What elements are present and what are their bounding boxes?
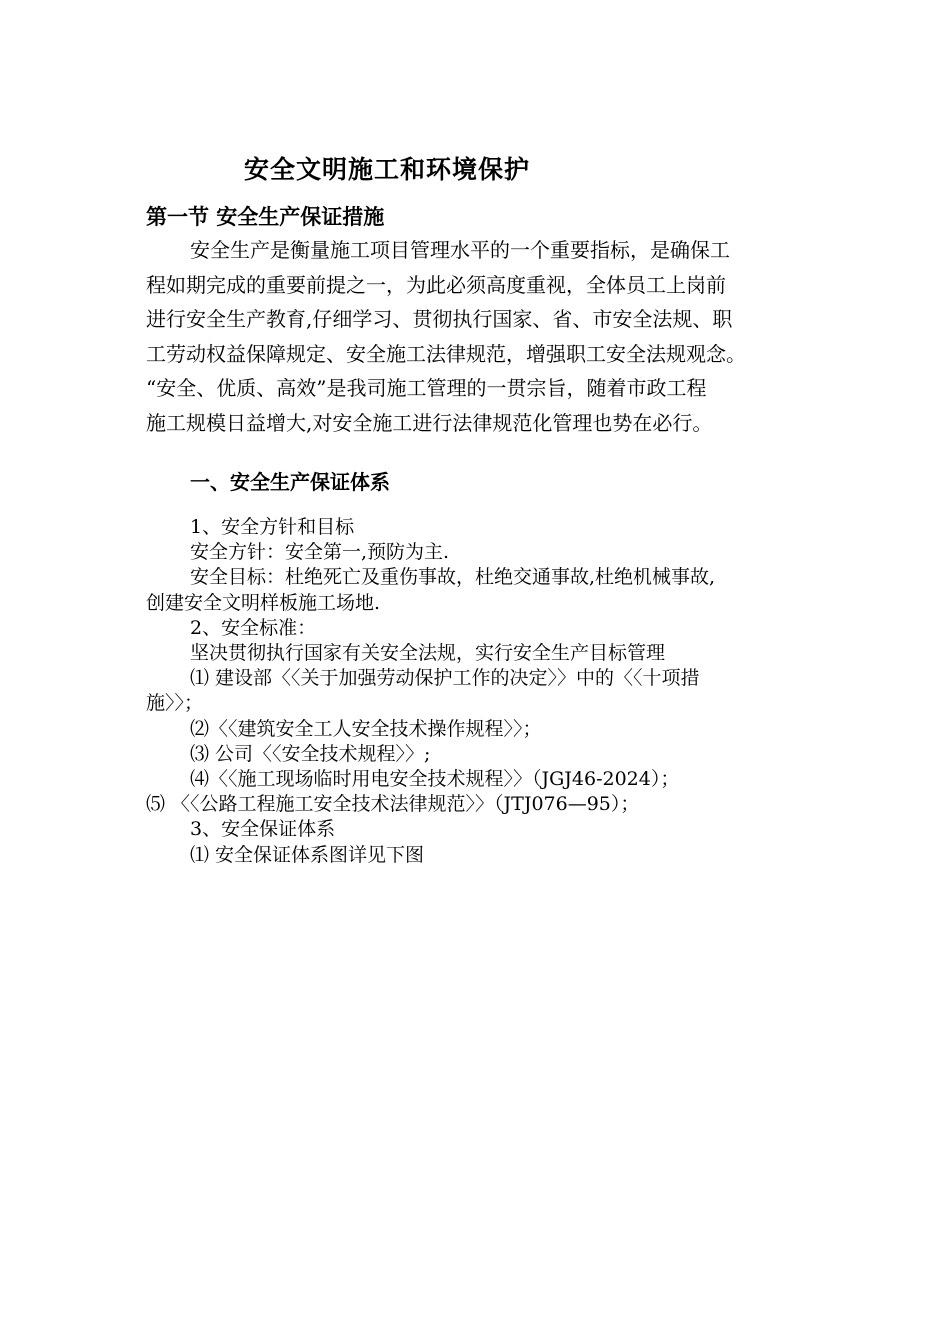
body-line: 1、安全方针和目标 [190, 516, 355, 538]
sub-heading: 一、安全生产保证体系 [190, 470, 390, 494]
body-line: ⑷〈〈施工现场临时用电安全技术规程〉〉（JGJ46-2024）； [190, 768, 680, 791]
body-line: 2、安全标准： [190, 616, 317, 639]
body-line: 安全目标：杜绝死亡及重伤事故，杜绝交通事故,杜绝机械事故, [190, 566, 716, 589]
intro-paragraph [146, 233, 814, 440]
intro-line: 施工规模日益增大,对安全施工进行法律规范化管理也势在必行。 [146, 410, 713, 435]
body-line: ⑶ 公司〈〈安全技术规程〉〉; [190, 742, 431, 765]
body-line: ⑴ 建设部〈〈关于加强劳动保护工作的决定〉〉中的〈〈十项措 [190, 667, 700, 690]
document-title: 安全文明施工和环境保护 [244, 155, 531, 184]
intro-line: “安全、优质、高效”是我司施工管理的一贯宗旨，随着市政工程 [146, 376, 707, 400]
section-heading: 第一节 安全生产保证措施 [146, 205, 385, 229]
body-line: ⑴ 安全保证体系图详见下图 [190, 843, 425, 866]
body-line: 创建安全文明样板施工场地. [146, 591, 381, 614]
body-line: 3、安全保证体系 [190, 818, 336, 841]
intro-line: 工劳动权益保障规定、安全施工法律规范，增强职工安全法规观念。 [146, 341, 746, 366]
intro-line: 程如期完成的重要前提之一，为此必须高度重视，全体员工上岗前 [146, 272, 726, 297]
body-line: ⑸ 〈〈公路工程施工安全技术法律规范〉〉（JTJ076—95）； [146, 793, 640, 816]
intro-line: 安全生产是衡量施工项目管理水平的一个重要指标，是确保工 [190, 238, 730, 262]
intro-line: 进行安全生产教育,仔细学习、贯彻执行国家、省、市安全法规、职 [146, 307, 733, 331]
body-line: ⑵〈〈建筑安全工人安全技术操作规程〉〉； [190, 717, 542, 740]
body-block [146, 515, 814, 868]
body-line: 安全方针：安全第一,预防为主. [190, 541, 450, 564]
body-line: 坚决贯彻执行国家有关安全法规，实行安全生产目标管理 [190, 642, 666, 665]
body-line: 施〉〉； [146, 692, 204, 715]
